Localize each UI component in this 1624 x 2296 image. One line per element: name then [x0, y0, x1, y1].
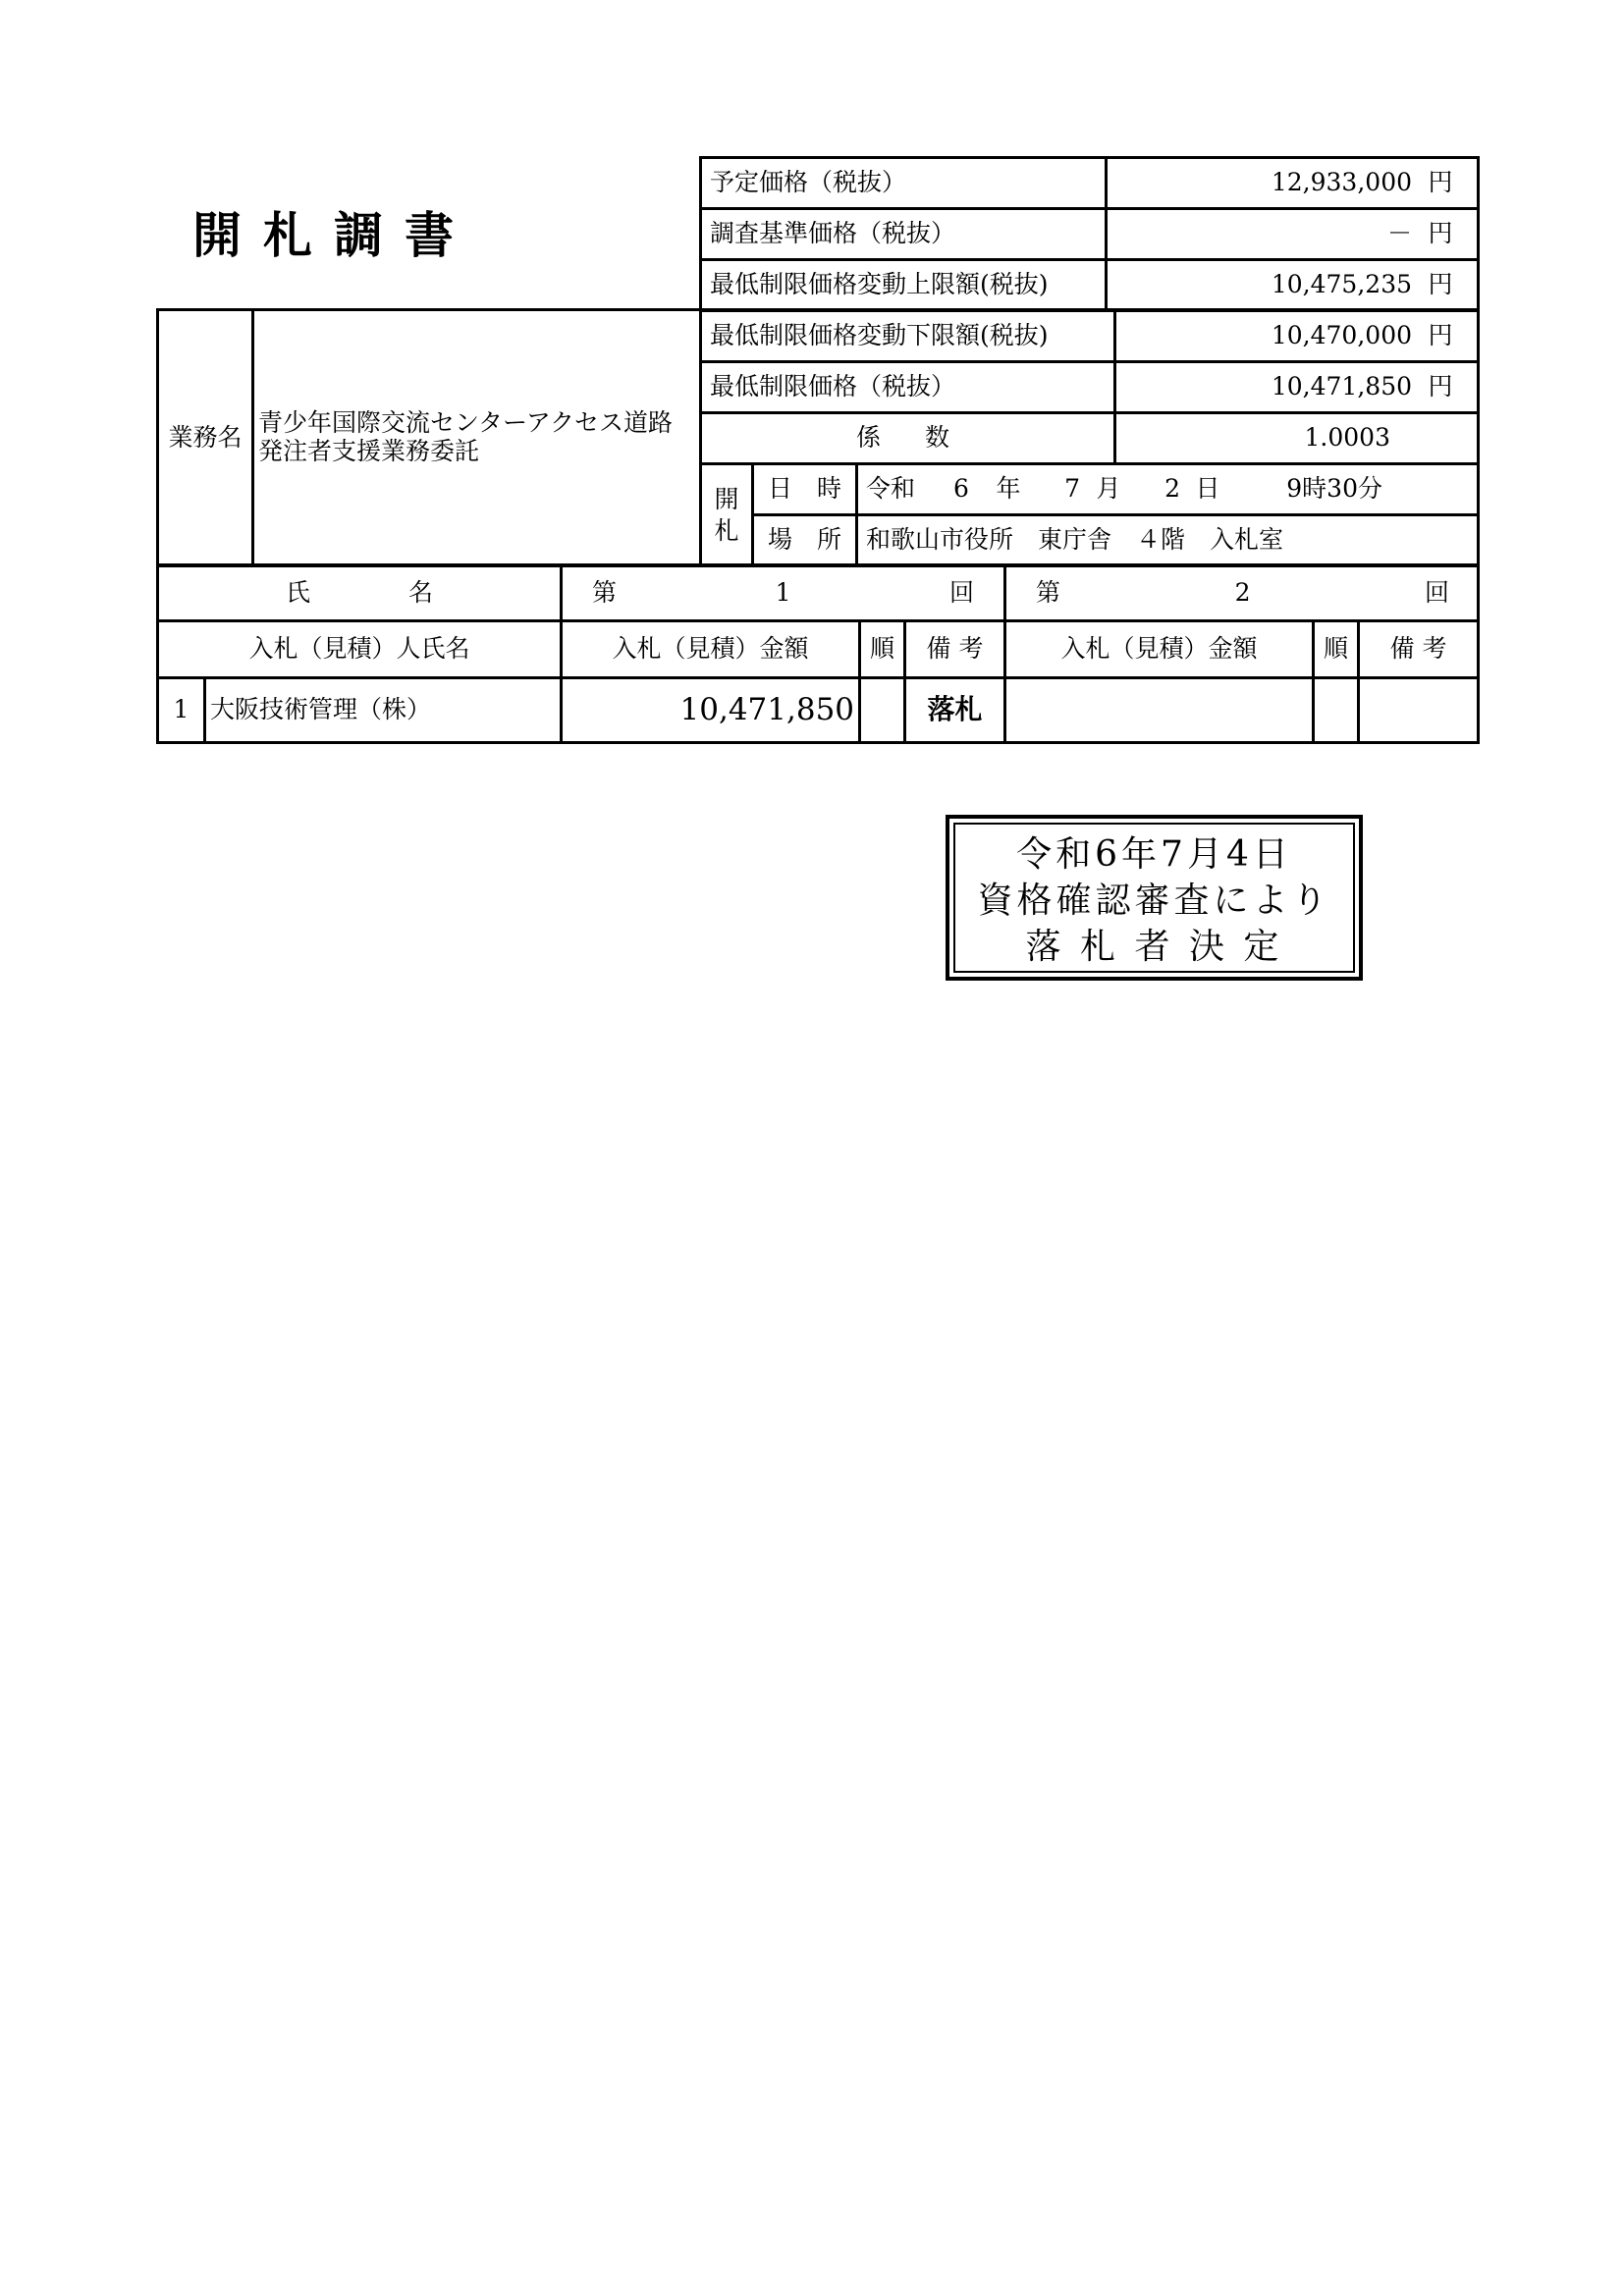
date-year-unit: 年 — [996, 474, 1021, 504]
date-era: 令和 — [866, 474, 916, 504]
coefficient-label: 係 数 — [701, 413, 1115, 464]
price-label: 予定価格（税抜） — [701, 158, 1107, 209]
remarks-header: 備 考 — [1359, 621, 1479, 678]
opening-datetime — [857, 464, 1479, 515]
round2-suffix: 回 — [1425, 577, 1450, 607]
round1-suffix: 回 — [949, 577, 975, 607]
round1-header — [562, 565, 1005, 621]
bidder-no: 1 — [158, 678, 205, 743]
date-time: 9時30分 — [1286, 474, 1382, 504]
coefficient-value: 1.0003 — [1115, 413, 1479, 464]
round2-num: 2 — [1234, 577, 1251, 607]
price-unit: 円 — [1428, 372, 1453, 401]
price-label: 最低制限価格変動下限額(税抜) — [701, 310, 1115, 362]
price-value-cell — [1107, 158, 1479, 209]
decision-stamp — [946, 815, 1363, 981]
opening-place: 和歌山市役所 東庁舎 ４階 入札室 — [857, 515, 1479, 566]
price-label: 最低制限価格（税抜） — [701, 362, 1115, 413]
price-row — [701, 158, 1479, 209]
price-value: － — [1386, 219, 1412, 248]
page-title: 開札調書 — [192, 207, 475, 264]
stamp-decision: 落 札 者 決 定 — [1025, 926, 1283, 967]
opening-label: 開札 — [701, 464, 753, 566]
date-day-unit: 日 — [1195, 474, 1220, 504]
round2-prefix: 第 — [1036, 577, 1061, 607]
price-value: 10,471,850 — [1271, 372, 1412, 401]
remarks-header: 備 考 — [905, 621, 1005, 678]
price-value-cell — [1107, 260, 1479, 311]
date-month-unit: 月 — [1096, 474, 1121, 504]
bid-table — [156, 563, 1480, 744]
bidder-header: 入札（見積）人氏名 — [158, 621, 562, 678]
price-row — [701, 260, 1479, 311]
bid-order-round1 — [860, 678, 905, 743]
business-name: 青少年国際交流センターアクセス道路発注者支援業務委託 — [253, 310, 701, 566]
date-month: 7 — [1064, 474, 1080, 504]
business-label: 業務名 — [158, 310, 253, 566]
price-unit: 円 — [1428, 219, 1453, 248]
round1-prefix: 第 — [592, 577, 618, 607]
datetime-label: 日 時 — [753, 464, 857, 515]
price-value: 10,475,235 — [1271, 270, 1412, 299]
table-row — [158, 678, 1479, 743]
bid-amount-round2 — [1005, 678, 1314, 743]
order-header: 順 — [860, 621, 905, 678]
price-value-cell — [1107, 209, 1479, 260]
price-value: 10,470,000 — [1271, 320, 1412, 349]
date-day: 2 — [1164, 474, 1180, 504]
business-table — [156, 308, 1480, 567]
price-value-cell — [1115, 310, 1479, 362]
bid-order-round2 — [1314, 678, 1359, 743]
price-label: 調査基準価格（税抜） — [701, 209, 1107, 260]
price-unit: 円 — [1428, 168, 1453, 197]
price-row — [701, 209, 1479, 260]
stamp-reason: 資格確認審査により — [977, 880, 1331, 921]
date-year: 6 — [953, 474, 969, 504]
amount-header: 入札（見積）金額 — [1005, 621, 1314, 678]
price-value-cell — [1115, 362, 1479, 413]
bid-remarks-round2 — [1359, 678, 1479, 743]
bid-amount-round1: 10,471,850 — [562, 678, 860, 743]
price-label: 最低制限価格変動上限額(税抜) — [701, 260, 1107, 311]
price-unit: 円 — [1428, 270, 1453, 299]
bid-remarks-round1: 落札 — [905, 678, 1005, 743]
price-value: 12,933,000 — [1271, 168, 1412, 197]
price-table — [699, 156, 1480, 312]
amount-header: 入札（見積）金額 — [562, 621, 860, 678]
order-header: 順 — [1314, 621, 1359, 678]
place-label: 場 所 — [753, 515, 857, 566]
stamp-date: 令和6年7月4日 — [1016, 834, 1292, 875]
round1-num: 1 — [775, 577, 791, 607]
name-header: 氏 名 — [158, 565, 562, 621]
bidder-name: 大阪技術管理（株） — [205, 678, 562, 743]
price-unit: 円 — [1428, 320, 1453, 349]
round2-header — [1005, 565, 1479, 621]
